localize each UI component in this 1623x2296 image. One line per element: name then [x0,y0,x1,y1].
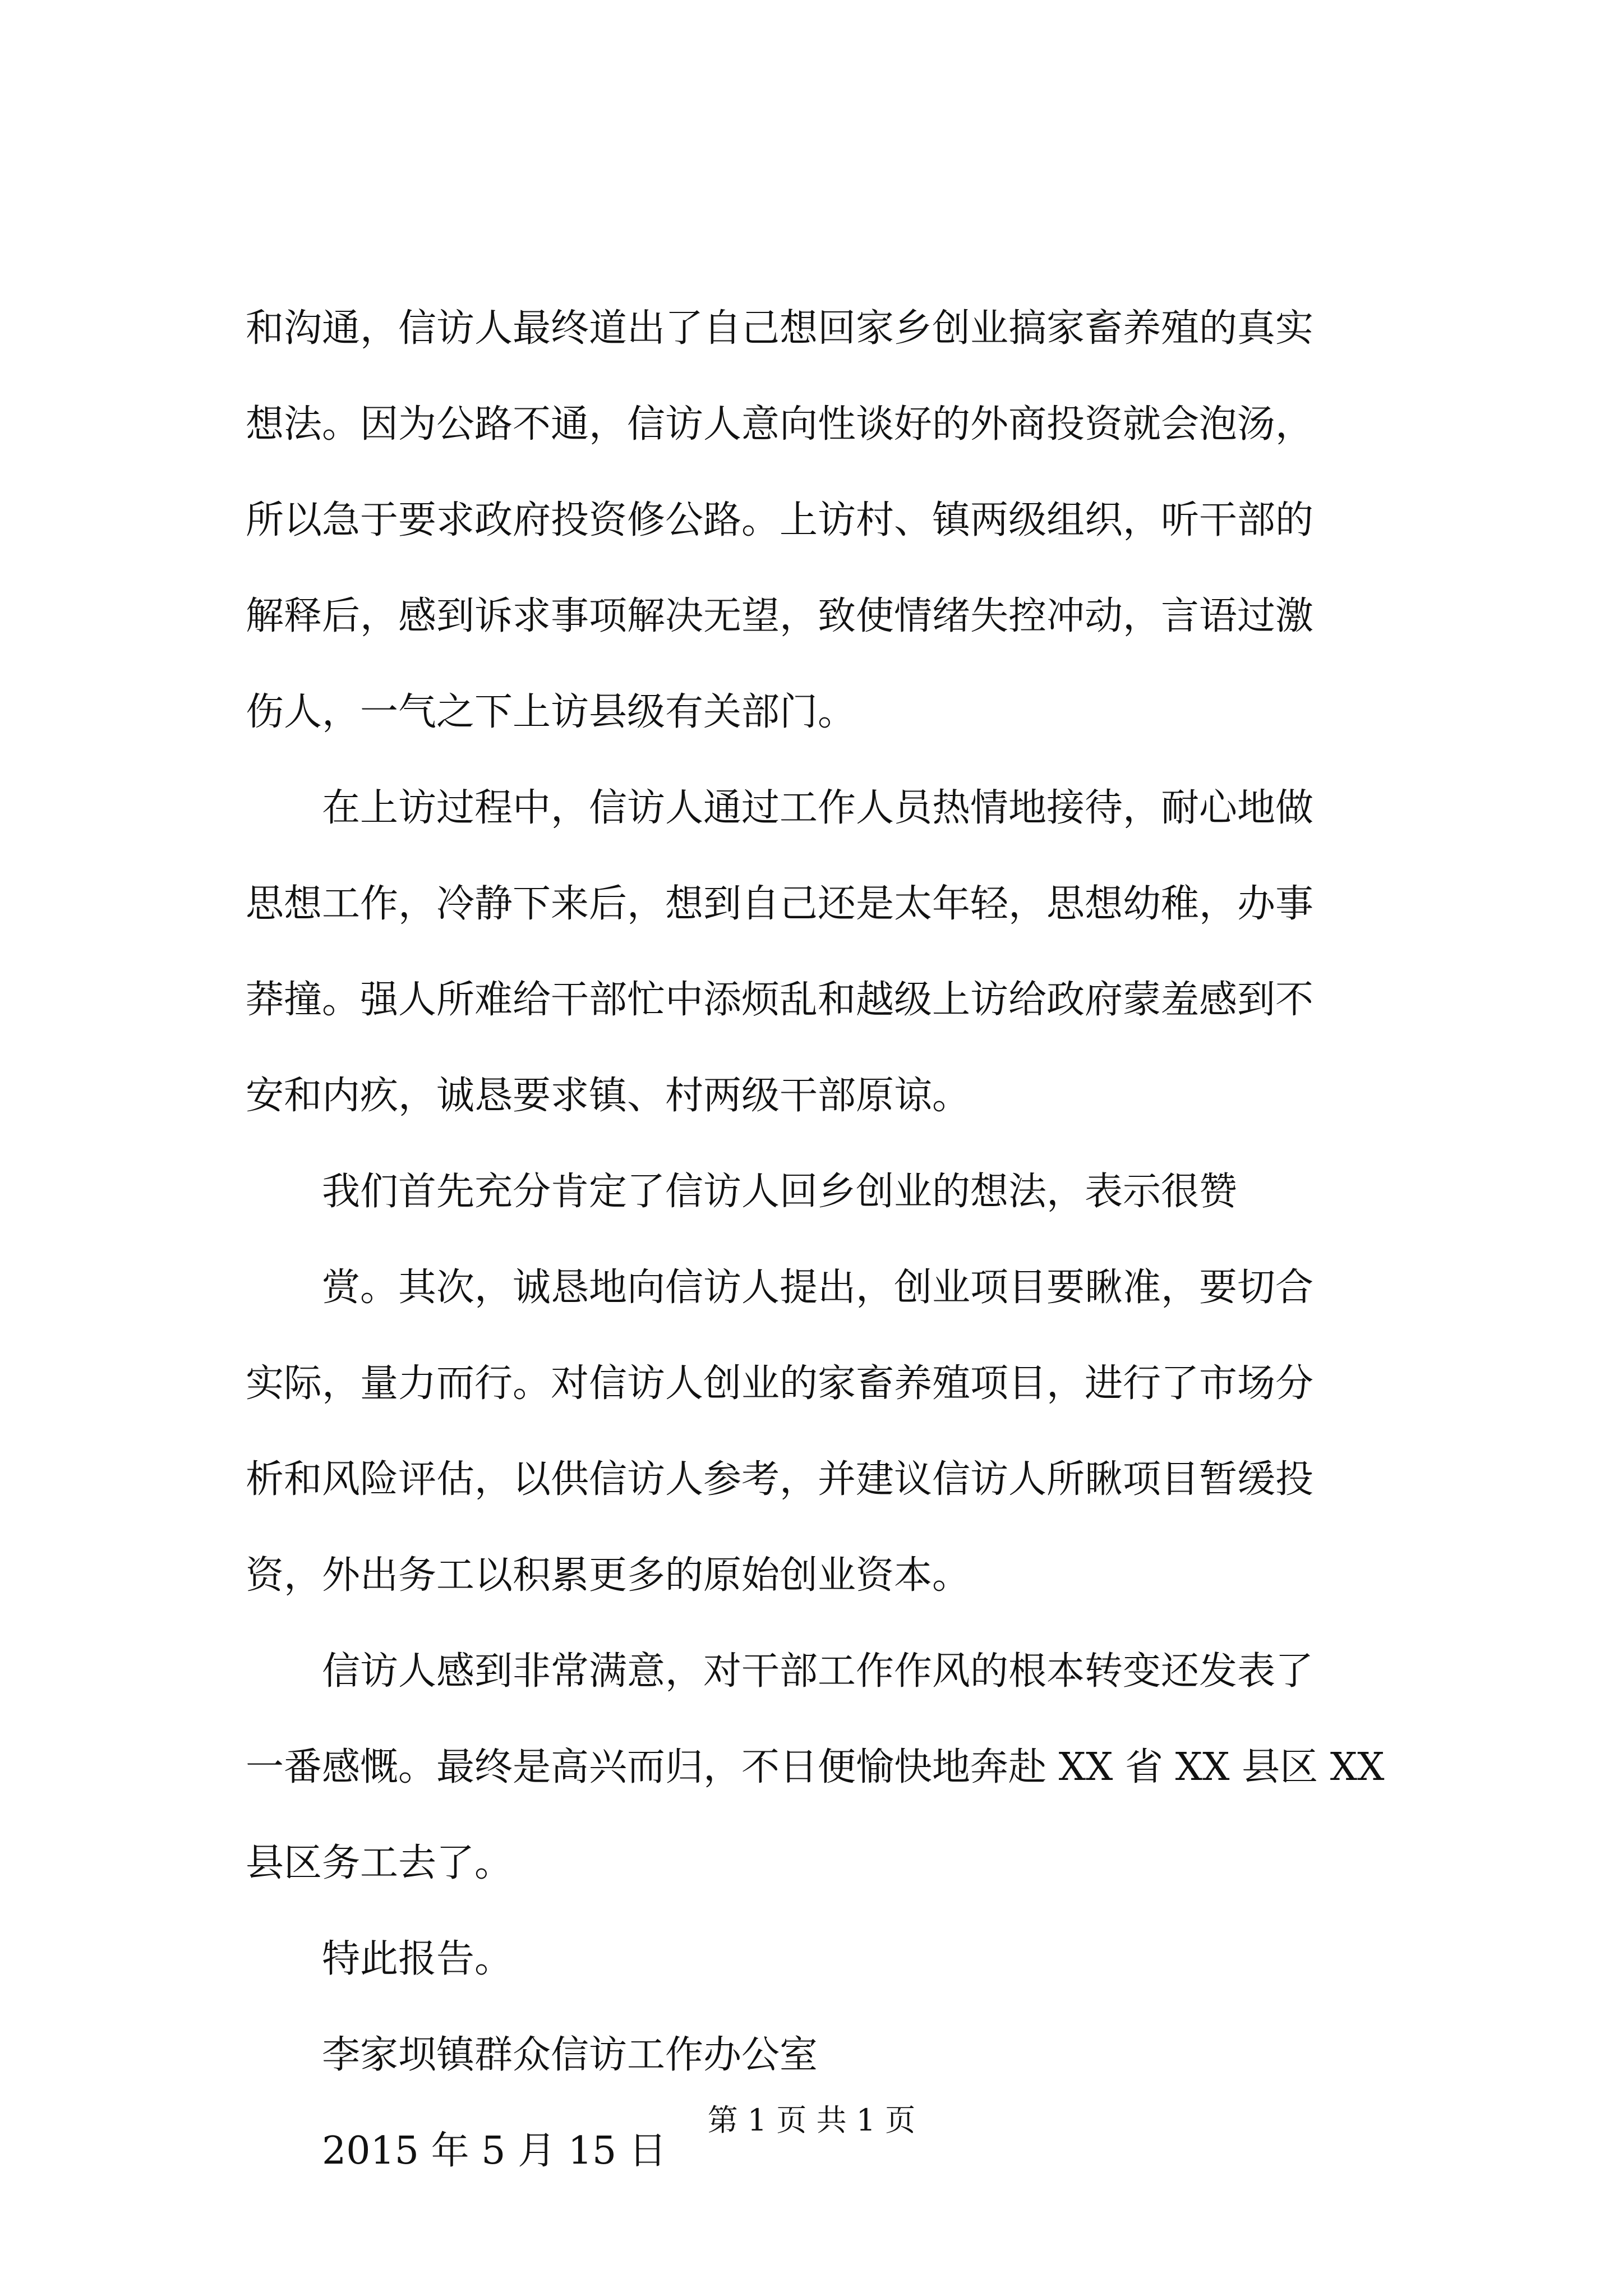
text-line: 莽撞。强人所难给干部忙中添烦乱和越级上访给政府蒙羞感到不 [246,978,1314,1022]
text-line: 伤人，一气之下上访县级有关部门。 [246,690,856,734]
text-line: 想法。因为公路不通，信访人意向性谈好的外商投资就会泡汤， [246,402,1314,447]
page-footer [0,2101,1623,2140]
text-line: 实际，量力而行。对信访人创业的家畜养殖项目，进行了市场分 [246,1361,1314,1406]
text-line: 解释后，感到诉求事项解决无望，致使情绪失控冲动，言语过激 [246,594,1314,638]
text-line: 思想工作，冷静下来后，想到自己还是太年轻，思想幼稚，办事 [246,882,1314,926]
text-line: 安和内疚，诚恳要求镇、村两级干部原谅。 [246,1074,971,1118]
text-line: 县区务工去了。 [246,1841,513,1885]
text-line: 所以急于要求政府投资修公路。上访村、镇两级组织，听干部的 [246,498,1314,542]
text-line: 赏。其次，诚恳地向信访人提出，创业项目要瞅准，要切合 [322,1266,1314,1310]
text-line: 析和风险评估，以供信访人参考，并建议信访人所瞅项目暂缓投 [246,1457,1314,1502]
paragraph-start-line: 我们首先充分肯定了信访人回乡创业的想法，表示很赞 [322,1170,1238,1214]
closing-remark: 特此报告。 [322,1937,513,1981]
page-number-label: 第 1 页 共 1 页 [707,2102,916,2138]
paragraph-start-line: 信访人感到非常满意，对干部工作作风的根本转变还发表了 [322,1649,1314,1694]
paragraph-start-line: 在上访过程中，信访人通过工作人员热情地接待，耐心地做 [322,786,1314,830]
signature-date: 2015 年 5 月 15 日 [322,2129,667,2173]
signature-office: 李家坝镇群众信访工作办公室 [322,2033,818,2077]
document-body [246,280,1412,2199]
text-line: 资，外出务工以积累更多的原始创业资本。 [246,1553,971,1598]
text-line: 一番感慨。最终是高兴而归，不日便愉快地奔赴 XX 省 XX 县区 XX [246,1745,1385,1789]
text-line: 和沟通，信访人最终道出了自己想回家乡创业搞家畜养殖的真实 [246,306,1314,351]
